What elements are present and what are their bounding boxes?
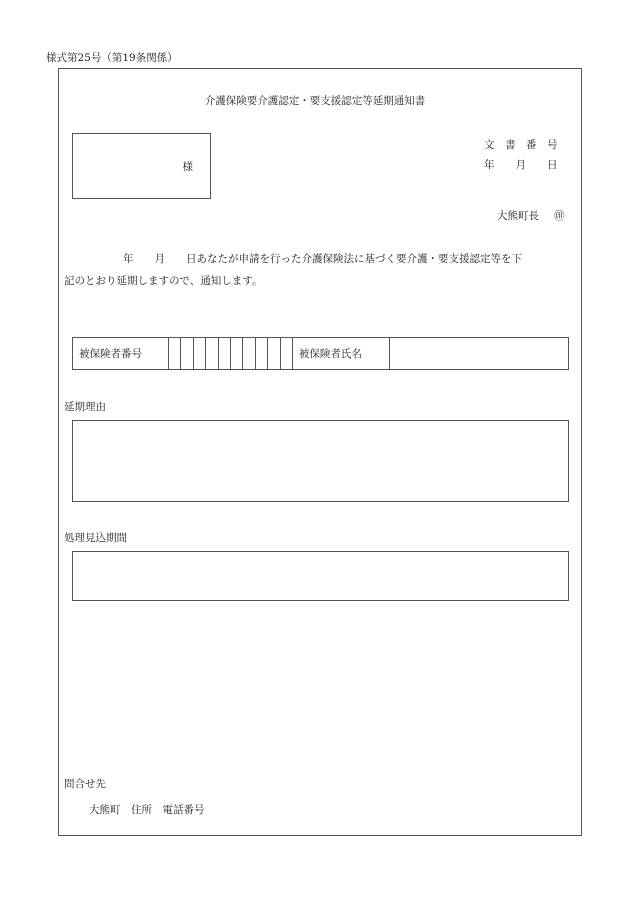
document-title: 介護保険要介護認定・要支援認定等延期通知書 — [204, 95, 426, 107]
insured-number-digit-8[interactable] — [256, 338, 268, 369]
contact-details: 大熊町 住所 電話番号 — [89, 804, 205, 816]
insured-number-digit-5[interactable] — [219, 338, 231, 369]
reason-label: 延期理由 — [64, 401, 106, 413]
document-date-label: 年 月 日 — [484, 159, 558, 171]
seal-mark: ㊞ — [554, 210, 565, 222]
insured-number-digit-7[interactable] — [243, 338, 255, 369]
insured-number-digit-9[interactable] — [268, 338, 280, 369]
contact-label: 問合せ先 — [64, 778, 106, 790]
insured-number-digit-2[interactable] — [181, 338, 193, 369]
insured-number-digit-4[interactable] — [206, 338, 218, 369]
reason-field[interactable] — [72, 420, 569, 502]
insured-name-field[interactable] — [390, 338, 568, 369]
insured-info-row — [72, 337, 569, 370]
insured-number-digit-6[interactable] — [231, 338, 243, 369]
addressee-honorific: 様 — [182, 161, 193, 173]
insured-number-digit-1[interactable] — [169, 338, 181, 369]
addressee-box[interactable] — [72, 133, 211, 199]
document-number-label: 文 書 番 号 — [484, 139, 558, 151]
form-number: 様式第25号（第19条関係） — [46, 52, 178, 64]
body-line-2: 記のとおり延期しますので、通知します。 — [64, 275, 263, 287]
insured-number-label: 被保険者番号 — [73, 338, 169, 369]
insured-number-digit-10[interactable] — [281, 338, 293, 369]
insured-number-digit-3[interactable] — [194, 338, 206, 369]
expected-period-label: 処理見込期間 — [64, 532, 127, 544]
body-line-1: 年 月 日あなたが申請を行った介護保険法に基づく要介護・要支援認定等を下 — [123, 253, 522, 265]
insured-name-label: 被保険者氏名 — [293, 338, 390, 369]
expected-period-field[interactable] — [72, 551, 569, 601]
issuer-name: 大熊町長 — [497, 210, 539, 222]
